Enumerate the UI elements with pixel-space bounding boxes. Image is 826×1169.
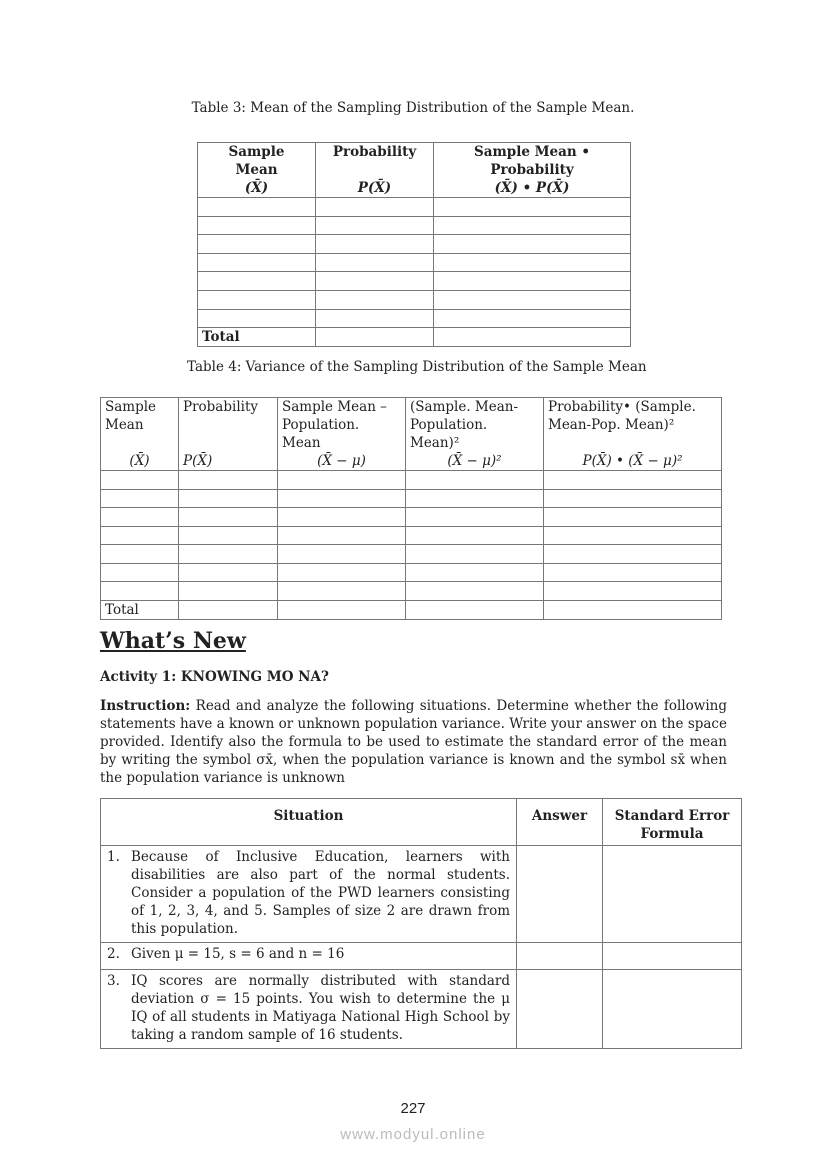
answer-cell[interactable] (517, 846, 603, 943)
table3-header: Sample Mean • Probability (X̄) • P(X̄) (434, 143, 631, 198)
table-cell[interactable] (101, 489, 179, 508)
table4 (100, 397, 722, 620)
item-number: 2. (107, 946, 120, 962)
table-cell[interactable] (101, 508, 179, 527)
table-cell[interactable] (198, 290, 316, 309)
table-cell[interactable] (434, 216, 631, 235)
table-row (101, 526, 722, 545)
table-cell[interactable] (101, 526, 179, 545)
situation-text: Given μ = 15, s = 6 and n = 16 (131, 946, 345, 962)
answer-cell[interactable] (517, 970, 603, 1049)
table-cell[interactable] (179, 508, 278, 527)
table-cell[interactable] (198, 198, 316, 217)
table-cell[interactable] (198, 309, 316, 328)
table-cell[interactable] (434, 272, 631, 291)
table-cell[interactable] (316, 309, 434, 328)
table-row (101, 563, 722, 582)
table-cell[interactable] (434, 253, 631, 272)
situation-text: Because of Inclusive Education, learners with disabilities are also part of the normal students. Consider a population of the PWD learners consisting of 1, 2, 3, 4, and 5. Samples of size 2 are drawn from this population. (131, 849, 510, 937)
table-cell[interactable] (316, 253, 434, 272)
table-row (101, 582, 722, 601)
situation-header: Situation (101, 799, 517, 846)
table-cell[interactable] (544, 545, 722, 564)
formula-cell[interactable] (603, 846, 742, 943)
table-cell[interactable] (434, 235, 631, 254)
table-cell[interactable] (179, 582, 278, 601)
table-cell[interactable] (179, 526, 278, 545)
table-row (198, 198, 631, 217)
table-cell[interactable] (101, 563, 179, 582)
item-number: 3. (107, 973, 120, 989)
table-cell[interactable] (434, 198, 631, 217)
table-row (101, 471, 722, 490)
table4-header: (Sample. Mean- Population. Mean)² (X̄ − μ)² (406, 398, 544, 471)
table4-header: Sample Mean – Population. Mean (X̄ − μ) (278, 398, 406, 471)
table3-total-label: Total (198, 328, 316, 347)
table-cell[interactable] (179, 545, 278, 564)
table-cell[interactable] (406, 471, 544, 490)
table-cell[interactable] (316, 235, 434, 254)
table-cell[interactable] (316, 216, 434, 235)
page-number: 227 (400, 1100, 426, 1117)
situation-text: IQ scores are normally distributed with standard deviation σ = 15 points. You wish to determine the μ IQ of all students in Matiyaga National High School by taking a random sample of 16 students. (131, 973, 510, 1043)
table-cell[interactable] (544, 471, 722, 490)
table-cell[interactable] (179, 489, 278, 508)
table-cell[interactable] (278, 582, 406, 601)
table-row (198, 253, 631, 272)
table-cell[interactable] (198, 253, 316, 272)
table-cell[interactable] (406, 489, 544, 508)
table-cell[interactable] (434, 309, 631, 328)
table-cell[interactable] (434, 290, 631, 309)
situation-row (101, 943, 742, 970)
table4-header: Probability• (Sample. Mean-Pop. Mean)² P(X̄) • (X̄ − μ)² (544, 398, 722, 471)
table4-header: Probability P(X̄) (179, 398, 278, 471)
table3-header: Sample Mean (X̄) (198, 143, 316, 198)
answer-cell[interactable] (517, 943, 603, 970)
instruction-text: Read and analyze the following situations. Determine whether the following statements have a known or unknown population variance. Write your answer on the space provided. Identify also the formula to be used to estimate the standard error of the mean by writing the symbol σx̄, when the population variance is known and the symbol sx̄ when the population variance is unknown (100, 698, 727, 786)
table-cell[interactable] (198, 272, 316, 291)
table-cell[interactable] (278, 489, 406, 508)
table-row (198, 272, 631, 291)
section-title: What’s New (100, 628, 246, 654)
table-cell[interactable] (406, 582, 544, 601)
table-cell[interactable] (544, 563, 722, 582)
instruction (100, 697, 727, 787)
table-row (198, 235, 631, 254)
situation-row (101, 846, 742, 943)
table-cell[interactable] (198, 235, 316, 254)
situation-table (100, 798, 742, 1049)
table4-header: Sample Mean (X̄) (101, 398, 179, 471)
table-cell[interactable] (406, 545, 544, 564)
table-cell[interactable] (278, 508, 406, 527)
table-cell[interactable] (406, 508, 544, 527)
table-cell[interactable] (544, 582, 722, 601)
table-cell[interactable] (101, 471, 179, 490)
table-cell[interactable] (316, 198, 434, 217)
table-cell[interactable] (101, 582, 179, 601)
table-row (101, 489, 722, 508)
table-row (198, 309, 631, 328)
table3-header: Probability P(X̄) (316, 143, 434, 198)
formula-cell[interactable] (603, 943, 742, 970)
table3-caption: Table 3: Mean of the Sampling Distribution of the Sample Mean. (191, 100, 635, 116)
table3 (197, 142, 631, 347)
table-cell[interactable] (278, 545, 406, 564)
table-row (101, 508, 722, 527)
table-cell[interactable] (316, 290, 434, 309)
table4-caption: Table 4: Variance of the Sampling Distribution of the Sample Mean (187, 359, 647, 375)
situation-row (101, 970, 742, 1049)
table-cell[interactable] (101, 545, 179, 564)
table-cell[interactable] (278, 563, 406, 582)
table-cell[interactable] (198, 216, 316, 235)
watermark: www.modyul.online (340, 1126, 486, 1143)
table-cell[interactable] (179, 563, 278, 582)
activity-title: Activity 1: KNOWING MO NA? (100, 669, 329, 685)
table-cell[interactable] (544, 489, 722, 508)
table-cell[interactable] (406, 526, 544, 545)
table-cell[interactable] (278, 471, 406, 490)
table-row (101, 545, 722, 564)
table-cell[interactable] (406, 563, 544, 582)
table-cell[interactable] (278, 526, 406, 545)
answer-header: Answer (517, 799, 603, 846)
item-number: 1. (107, 849, 120, 865)
table-row (198, 216, 631, 235)
table-row (198, 290, 631, 309)
table-cell[interactable] (544, 508, 722, 527)
formula-cell[interactable] (603, 970, 742, 1049)
table-cell[interactable] (179, 471, 278, 490)
formula-header: Standard Error Formula (603, 799, 742, 846)
instruction-label: Instruction: (100, 698, 191, 714)
table4-total-label: Total (101, 600, 179, 619)
table-cell[interactable] (316, 272, 434, 291)
table-cell[interactable] (544, 526, 722, 545)
